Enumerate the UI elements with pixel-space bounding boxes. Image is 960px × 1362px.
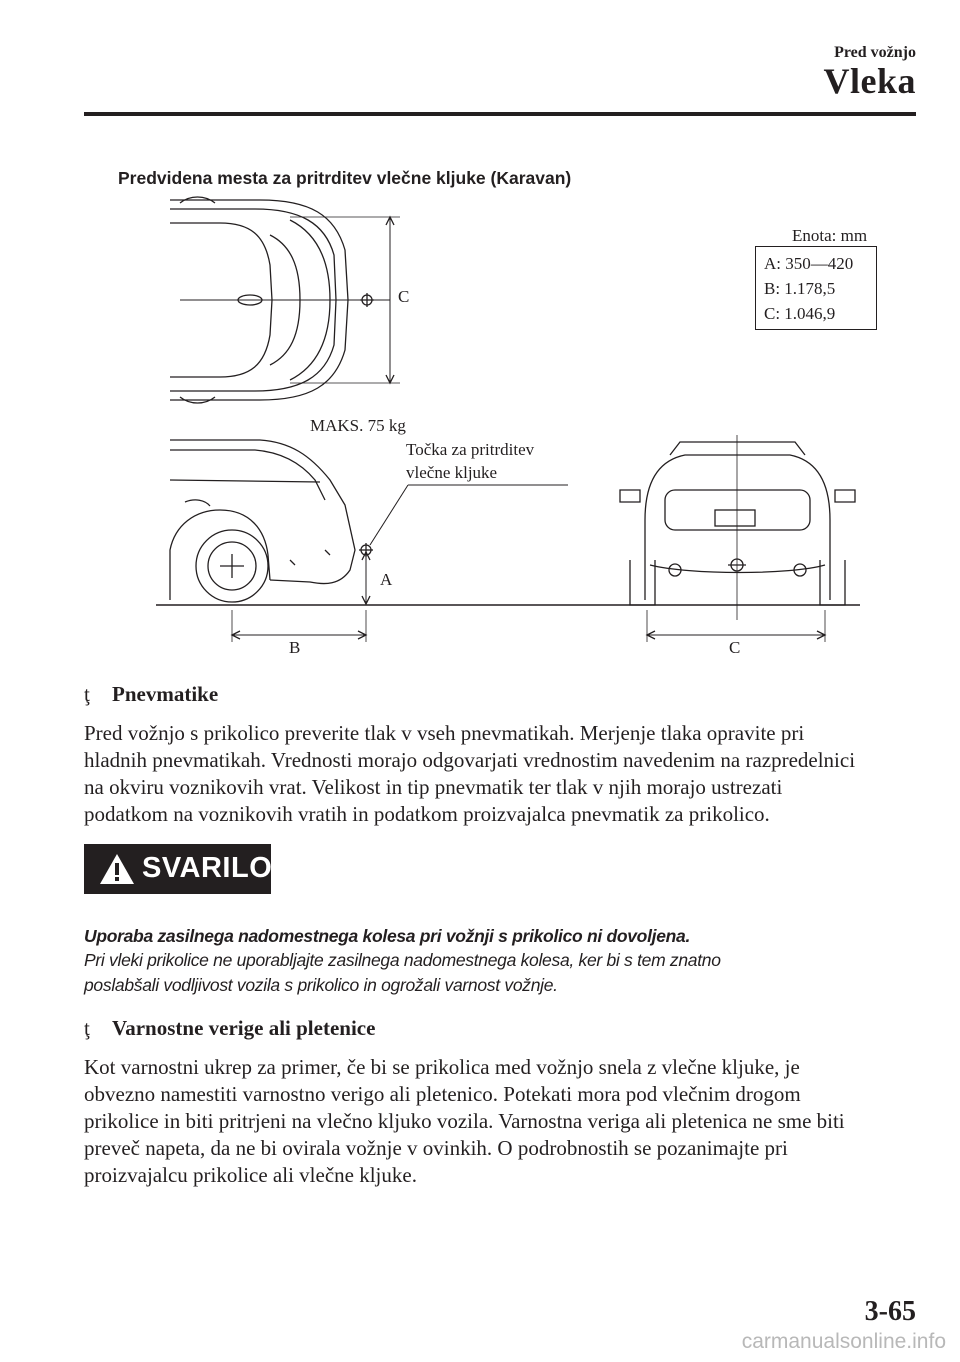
warning-badge <box>84 844 271 894</box>
unit-label: Enota: mm <box>792 226 868 245</box>
section-title-text: Varnostne verige ali pletenice <box>112 1016 376 1040</box>
text-line: poslabšali vodljivost vozila s prikolico in ogrožali varnost vožnje. <box>84 975 558 995</box>
car-top-view-illustration <box>160 195 410 405</box>
text-line: obvezno namestiti varnostno verigo ali pletenico. Potekati mora pod vlečnim drogom <box>84 1082 801 1106</box>
figure-caption: Predvidena mesta za pritrditev vlečne kljuke (Karavan) <box>118 168 572 188</box>
chains-paragraph <box>84 1054 914 1189</box>
section-title-tires <box>84 682 218 707</box>
dimension-c: C: 1.046,9 <box>764 304 836 323</box>
dimension-label-b: B <box>289 638 301 657</box>
tow-point-label-line1: Točka za pritrditev <box>406 440 535 459</box>
header-divider <box>84 112 916 116</box>
section-title-text: Pnevmatike <box>112 682 219 706</box>
text-line: preveč napeta, da ne bi ovirala vožnje v ovinkih. O podrobnostih se pozanimajte pri <box>84 1136 788 1160</box>
section-title-chains <box>84 1016 375 1041</box>
dimension-table <box>755 246 877 330</box>
text-line: na okviru voznikovih vrat. Velikost in tip pnevmatik ter tlak v njih morajo ustrezati <box>84 775 783 799</box>
dimension-label-c-top: C <box>398 287 410 306</box>
page-title: Vleka <box>823 61 916 101</box>
page-number: 3-65 <box>864 1296 916 1327</box>
header-section-label: Pred vožnjo <box>834 44 916 61</box>
text-line: Pri vleki prikolice ne uporabljajte zasilnega nadomestnega kolesa, ker bi s tem znatno <box>84 950 721 970</box>
text-line: podatkom na voznikovih vratih in podatkom proizvajalca pnevmatik za prikolico. <box>84 802 770 826</box>
max-load-label: MAKS. 75 kg <box>310 416 406 435</box>
tires-paragraph <box>84 720 914 828</box>
warning-triangle-icon <box>98 852 136 886</box>
tow-point-label-line2: vlečne kljuke <box>406 463 498 482</box>
dimension-label-a: A <box>380 570 393 589</box>
warning-label: SVARILO <box>142 852 273 884</box>
dimension-b: B: 1.178,5 <box>764 279 836 298</box>
watermark: carmanualsonline.info <box>741 1330 946 1353</box>
dimension-a: A: 350—420 <box>764 254 854 273</box>
section-bullet: ţ <box>84 1016 90 1040</box>
text-line: Pred vožnjo s prikolico preverite tlak v vseh pnevmatikah. Merjenje tlaka opravite pri <box>84 721 805 745</box>
section-bullet: ţ <box>84 682 90 706</box>
text-line: Kot varnostni ukrep za primer, če bi se prikolica med vožnjo snela z vlečne kljuke, je <box>84 1055 800 1079</box>
dimension-label-c-bottom: C <box>729 638 741 657</box>
warning-body <box>84 948 914 998</box>
warning-lead: Uporaba zasilnega nadomestnega kolesa pri vožnji s prikolico ni dovoljena. <box>84 926 691 946</box>
text-line: proizvajalcu prikolice ali vlečne kljuke. <box>84 1163 417 1187</box>
text-line: prikolice in biti pritrjeni na vlečno kljuko vozila. Varnostna veriga ali pletenica ne sme biti <box>84 1109 845 1133</box>
text-line: hladnih pnevmatikah. Vrednosti morajo odgovarjati vrednostim navedenim na razpredelnici <box>84 748 856 772</box>
